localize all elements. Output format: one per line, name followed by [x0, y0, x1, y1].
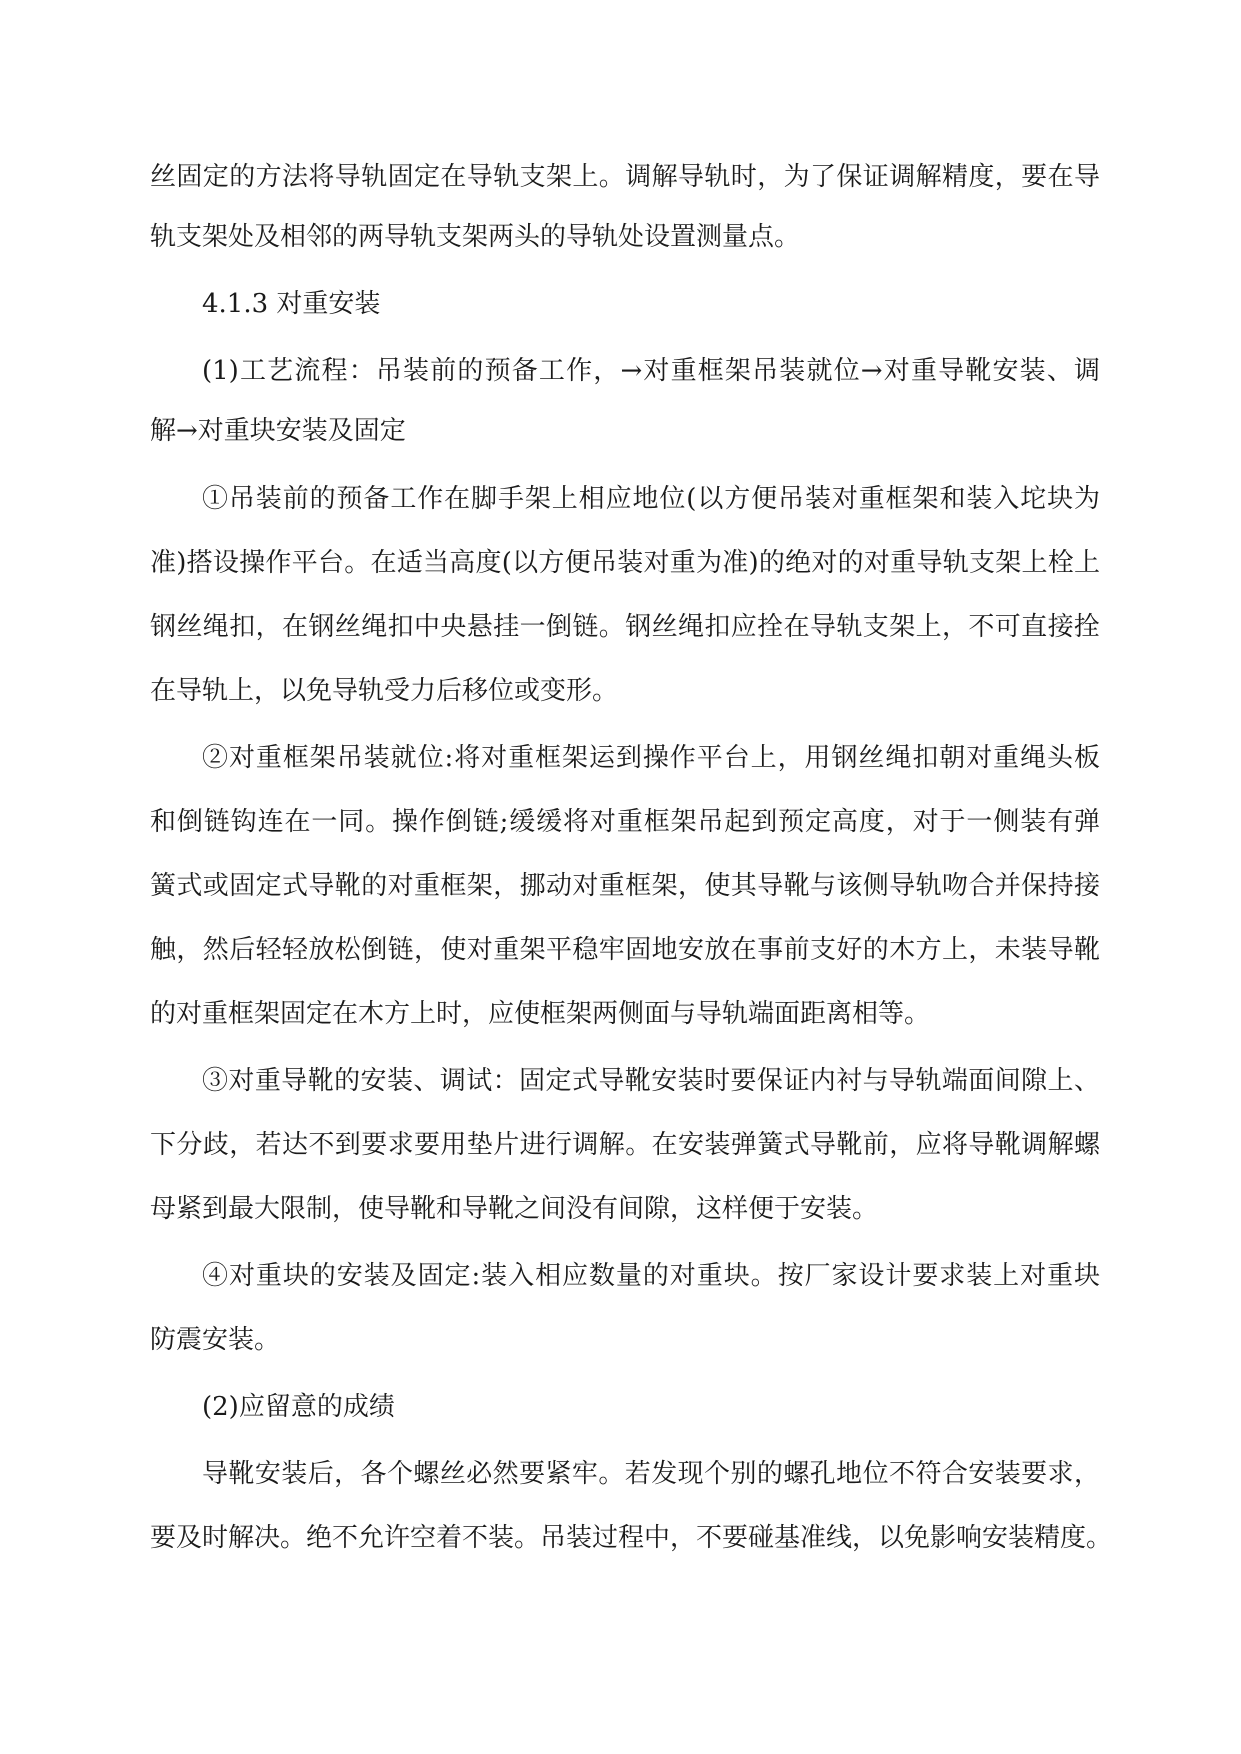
body-text-line: 母紧到最大限制，使导靴和导靴之间没有间隙，这样便于安装。 [150, 1194, 879, 1224]
body-text-line: 解→对重块安装及固定 [150, 416, 406, 446]
body-text-line: 触，然后轻轻放松倒链，使对重架平稳牢固地安放在事前支好的木方上，未装导靴 [150, 935, 1100, 965]
body-text-line: 防震安装。 [150, 1325, 281, 1355]
section-heading: 4.1.3 对重安装 [202, 289, 381, 319]
body-text-line: 在导轨上，以免导轨受力后移位或变形。 [150, 676, 619, 706]
body-text-line: 丝固定的方法将导轨固定在导轨支架上。调解导轨时，为了保证调解精度，要在导 [150, 162, 1100, 192]
body-text-line: 轨支架处及相邻的两导轨支架两头的导轨处设置测量点。 [150, 222, 801, 252]
body-text-line: 簧式或固定式导靴的对重框架，挪动对重框架，使其导靴与该侧导轨吻合并保持接 [150, 871, 1100, 901]
body-text-line: (1)工艺流程：吊装前的预备工作，→对重框架吊装就位→对重导靴安装、调 [202, 356, 1100, 386]
body-text-line: ①吊装前的预备工作在脚手架上相应地位(以方便吊装对重框架和装入坨块为 [202, 484, 1100, 514]
body-text-line: 导靴安装后，各个螺丝必然要紧牢。若发现个别的螺孔地位不符合安装要求， [202, 1459, 1100, 1489]
body-text-line: 要及时解决。绝不允许空着不装。吊装过程中，不要碰基准线，以免影响安装精度。 [150, 1523, 1113, 1553]
body-text-line: ②对重框架吊装就位:将对重框架运到操作平台上，用钢丝绳扣朝对重绳头板 [202, 743, 1100, 773]
body-text-line: 下分歧，若达不到要求要用垫片进行调解。在安装弹簧式导靴前，应将导靴调解螺 [150, 1130, 1100, 1160]
body-text-line: ④对重块的安装及固定:装入相应数量的对重块。按厂家设计要求装上对重块 [202, 1261, 1100, 1291]
body-text-line: 和倒链钩连在一同。操作倒链;缓缓将对重框架吊起到预定高度，对于一侧装有弹 [150, 807, 1100, 837]
body-text-line: 的对重框架固定在木方上时，应使框架两侧面与导轨端面距离相等。 [150, 999, 931, 1029]
section-heading: (2)应留意的成绩 [202, 1392, 395, 1422]
body-text-line: 钢丝绳扣，在钢丝绳扣中央悬挂一倒链。钢丝绳扣应拴在导轨支架上，不可直接拴 [150, 612, 1100, 642]
body-text-line: 准)搭设操作平台。在适当高度(以方便吊装对重为准)的绝对的对重导轨支架上栓上 [150, 548, 1100, 578]
body-text-line: ③对重导靴的安装、调试：固定式导靴安装时要保证内衬与导轨端面间隙上、 [202, 1066, 1100, 1096]
